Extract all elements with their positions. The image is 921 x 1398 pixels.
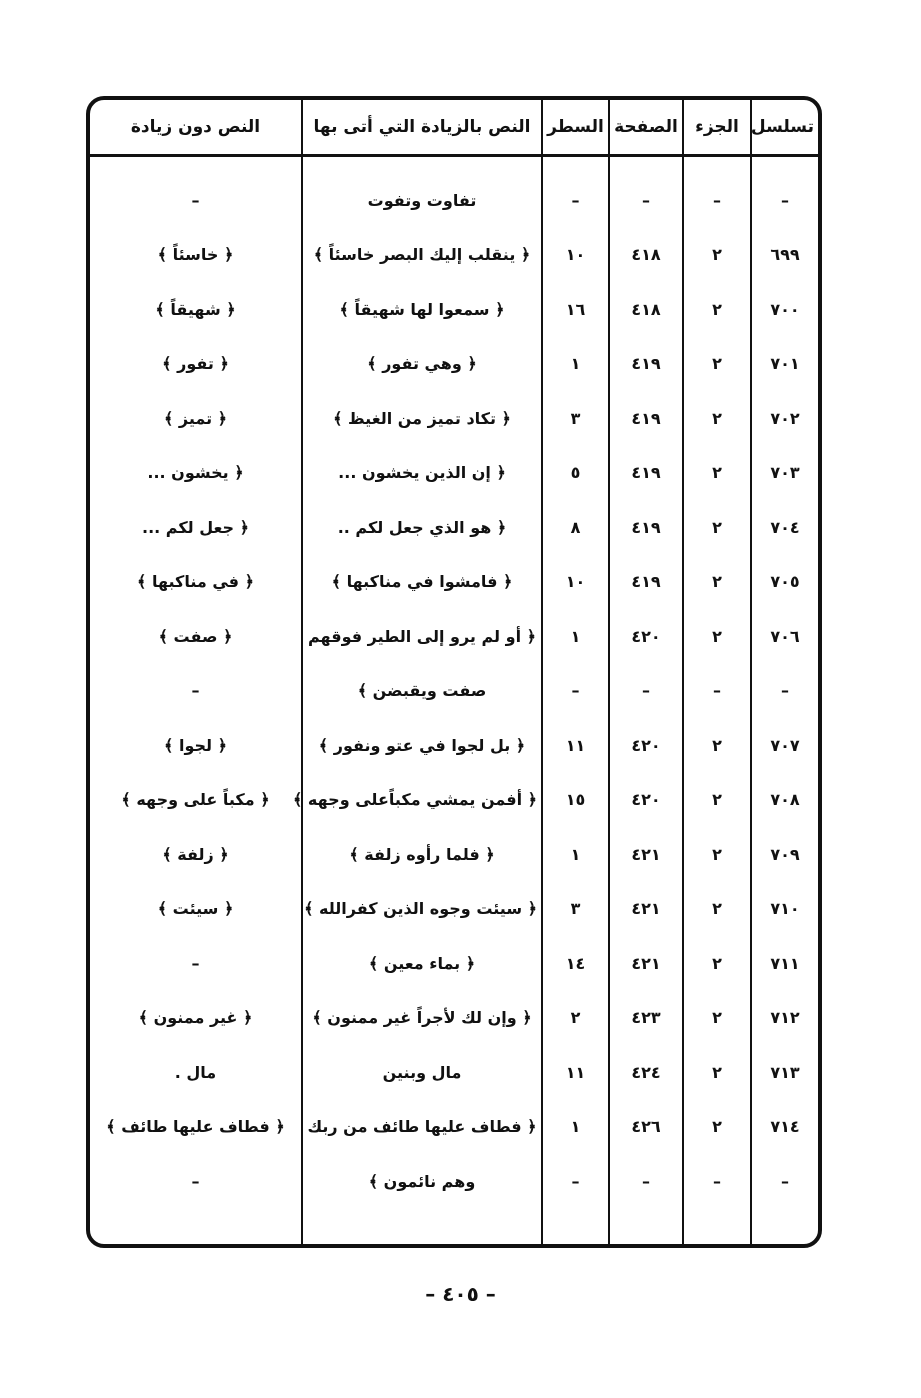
cell-without-addition: ﴿ يخشون ... <box>147 463 244 483</box>
cell-line: ٣ <box>542 391 609 446</box>
cell-seq: ٧٠٢ <box>751 391 818 446</box>
cell-with-addition: صفت ويقبضن ﴾ <box>302 664 542 719</box>
cell-with-addition: ﴿ بل لجوا في عتو ونفور ﴾ <box>302 718 542 773</box>
cell-part: ٢ <box>683 228 751 283</box>
cell-line: ١ <box>542 609 609 664</box>
cell-page: ٤٢٠ <box>609 609 683 664</box>
table-row <box>90 555 818 610</box>
cell-line: ١٠ <box>542 555 609 610</box>
table-row <box>90 1100 818 1155</box>
cell-with-addition: ﴿ وإن لك لأجراً غير ممنون ﴾ <box>302 991 542 1046</box>
cell-part: ٢ <box>683 936 751 991</box>
cell-seq: ٧٠٣ <box>751 446 818 501</box>
cell-with-addition: ﴿ وهي تفور ﴾ <box>302 337 542 392</box>
cell-seq: ٧٠٤ <box>751 500 818 555</box>
cell-page: ٤١٩ <box>609 500 683 555</box>
cell-page: ٤٢٦ <box>609 1100 683 1155</box>
table-row <box>90 1045 818 1100</box>
cell-without-addition: ﴿ زلفة ﴾ <box>162 844 229 864</box>
cell-part: ٢ <box>683 337 751 392</box>
header-without-addition: النص دون زيادة <box>90 100 302 156</box>
cell-part: ٢ <box>683 1100 751 1155</box>
cell-seq: – <box>751 1154 818 1209</box>
cell-page: – <box>609 1154 683 1209</box>
table-row <box>90 446 818 501</box>
cell-without-addition: ﴿ في مناكبها ﴾ <box>137 572 254 592</box>
cell-line: ١٤ <box>542 936 609 991</box>
page-number: – ٤٠٥ – <box>425 1282 496 1306</box>
cell-part: ٢ <box>683 446 751 501</box>
cell-seq: ٧٠٥ <box>751 555 818 610</box>
cell-seq: – <box>751 173 818 228</box>
cell-page: – <box>609 173 683 228</box>
cell-part: – <box>683 173 751 228</box>
cell-seq: ٧٠٧ <box>751 718 818 773</box>
cell-line: ١ <box>542 337 609 392</box>
cell-with-addition: ﴿ إن الذين يخشون ... <box>302 446 542 501</box>
table-row <box>90 173 818 228</box>
table-row <box>90 991 818 1046</box>
cell-with-addition: ﴿ فلما رأوه زلفة ﴾ <box>302 827 542 882</box>
cell-line: ٢ <box>542 991 609 1046</box>
table-row <box>90 391 818 446</box>
table-row <box>90 773 818 828</box>
cell-line: ١٦ <box>542 282 609 337</box>
cell-page: ٤٢١ <box>609 827 683 882</box>
cell-line: – <box>542 664 609 719</box>
cell-page: ٤٢١ <box>609 882 683 937</box>
cell-page: ٤٢١ <box>609 936 683 991</box>
cell-part: – <box>683 1154 751 1209</box>
cell-part: ٢ <box>683 609 751 664</box>
cell-without-addition: – <box>191 1171 200 1191</box>
cell-with-addition: ﴿ سيئت وجوه الذين كفرالله ﴾ <box>302 882 542 937</box>
cell-without-addition: ﴿ صفت ﴾ <box>158 626 233 646</box>
cell-with-addition: ﴿ ينقلب إليك البصر خاسئاً ﴾ <box>302 228 542 283</box>
cell-part: ٢ <box>683 827 751 882</box>
cell-part: ٢ <box>683 500 751 555</box>
cell-with-addition: ﴿ فامشوا في مناكبها ﴾ <box>302 555 542 610</box>
cell-line: ١٠ <box>542 228 609 283</box>
cell-part: ٢ <box>683 991 751 1046</box>
table-row <box>90 228 818 283</box>
cell-part: ٢ <box>683 1045 751 1100</box>
header-line: السطر <box>542 100 609 156</box>
cell-without-addition: ﴿ فطاف عليها طائف ﴾ <box>106 1117 285 1137</box>
table-row <box>90 500 818 555</box>
table-row <box>90 609 818 664</box>
cell-seq: – <box>751 664 818 719</box>
cell-line: ٥ <box>542 446 609 501</box>
cell-seq: ٧١١ <box>751 936 818 991</box>
cell-with-addition: ﴿ أفمن يمشي مكباًعلى وجهه ﴾ <box>302 773 542 828</box>
cell-line: ١١ <box>542 1045 609 1100</box>
cell-part: ٢ <box>683 555 751 610</box>
cell-with-addition: ﴿ تكاد تميز من الغيظ ﴾ <box>302 391 542 446</box>
cell-page: ٤١٩ <box>609 446 683 501</box>
cell-line: ١١ <box>542 718 609 773</box>
index-table <box>90 100 818 1244</box>
cell-page: ٤٢٣ <box>609 991 683 1046</box>
cell-with-addition: ﴿ فطاف عليها طائف من ربك <box>302 1100 542 1155</box>
table-row <box>90 664 818 719</box>
cell-part: – <box>683 664 751 719</box>
cell-without-addition: ﴿ غير ممنون ﴾ <box>138 1008 253 1028</box>
cell-without-addition: – <box>191 681 200 701</box>
header-with-addition: النص بالزيادة التي أتى بها <box>302 100 542 156</box>
table-header <box>90 100 818 156</box>
cell-without-addition: – <box>191 953 200 973</box>
cell-seq: ٦٩٩ <box>751 228 818 283</box>
cell-without-addition: ﴿ شهيقاً ﴾ <box>155 299 236 319</box>
cell-without-addition: ﴿ تميز ﴾ <box>163 408 228 428</box>
cell-part: ٢ <box>683 882 751 937</box>
cell-without-addition: – <box>191 190 200 210</box>
table-row <box>90 282 818 337</box>
cell-seq: ٧٠٩ <box>751 827 818 882</box>
cell-seq: ٧١٤ <box>751 1100 818 1155</box>
index-table-frame <box>86 96 822 1248</box>
cell-line: ١ <box>542 1100 609 1155</box>
table-row <box>90 1154 818 1209</box>
cell-with-addition: ﴿ سمعوا لها شهيقاً ﴾ <box>302 282 542 337</box>
table-row <box>90 936 818 991</box>
table-row <box>90 882 818 937</box>
cell-line: ١ <box>542 827 609 882</box>
table-row <box>90 718 818 773</box>
cell-with-addition: ﴿ أو لم يرو إلى الطير فوقهم <box>302 609 542 664</box>
header-seq: تسلسل <box>751 100 818 156</box>
cell-line: ٣ <box>542 882 609 937</box>
cell-without-addition: ﴿ لجوا ﴾ <box>164 735 227 755</box>
cell-line: ٨ <box>542 500 609 555</box>
cell-seq: ٧٠١ <box>751 337 818 392</box>
cell-with-addition: وهم نائمون ﴾ <box>302 1154 542 1209</box>
cell-seq: ٧١٣ <box>751 1045 818 1100</box>
cell-seq: ٧٠٦ <box>751 609 818 664</box>
cell-without-addition: مال . <box>174 1062 217 1082</box>
table-row <box>90 337 818 392</box>
cell-page: ٤١٨ <box>609 282 683 337</box>
cell-seq: ٧١٢ <box>751 991 818 1046</box>
cell-page: ٤١٩ <box>609 391 683 446</box>
cell-with-addition: ﴿ بماء معين ﴾ <box>302 936 542 991</box>
spacer-row <box>90 156 818 174</box>
cell-with-addition: تفاوت وتفوت <box>302 173 542 228</box>
cell-page: ٤١٩ <box>609 337 683 392</box>
table-body <box>90 156 818 1245</box>
spacer-row <box>90 1209 818 1245</box>
header-part: الجزء <box>683 100 751 156</box>
cell-part: ٢ <box>683 773 751 828</box>
cell-without-addition: ﴿ مكباً على وجهه ﴾ <box>121 790 270 810</box>
cell-line: – <box>542 173 609 228</box>
cell-without-addition: ﴿ خاسئاً ﴾ <box>157 245 234 265</box>
cell-page: ٤٢٠ <box>609 773 683 828</box>
table-row <box>90 827 818 882</box>
cell-with-addition: مال وبنين <box>302 1045 542 1100</box>
header-row <box>90 100 818 156</box>
cell-part: ٢ <box>683 718 751 773</box>
cell-seq: ٧٠٠ <box>751 282 818 337</box>
cell-part: ٢ <box>683 282 751 337</box>
cell-page: ٤٢٠ <box>609 718 683 773</box>
cell-seq: ٧١٠ <box>751 882 818 937</box>
cell-page: ٤١٨ <box>609 228 683 283</box>
cell-line: – <box>542 1154 609 1209</box>
cell-without-addition: ﴿ تفور ﴾ <box>162 354 229 374</box>
cell-seq: ٧٠٨ <box>751 773 818 828</box>
cell-line: ١٥ <box>542 773 609 828</box>
cell-without-addition: ﴿ سيئت ﴾ <box>157 899 234 919</box>
cell-page: – <box>609 664 683 719</box>
header-page: الصفحة <box>609 100 683 156</box>
cell-with-addition: ﴿ هو الذي جعل لكم .. <box>302 500 542 555</box>
cell-part: ٢ <box>683 391 751 446</box>
cell-without-addition: ﴿ جعل لكم ... <box>141 517 250 537</box>
cell-page: ٤٢٤ <box>609 1045 683 1100</box>
cell-page: ٤١٩ <box>609 555 683 610</box>
